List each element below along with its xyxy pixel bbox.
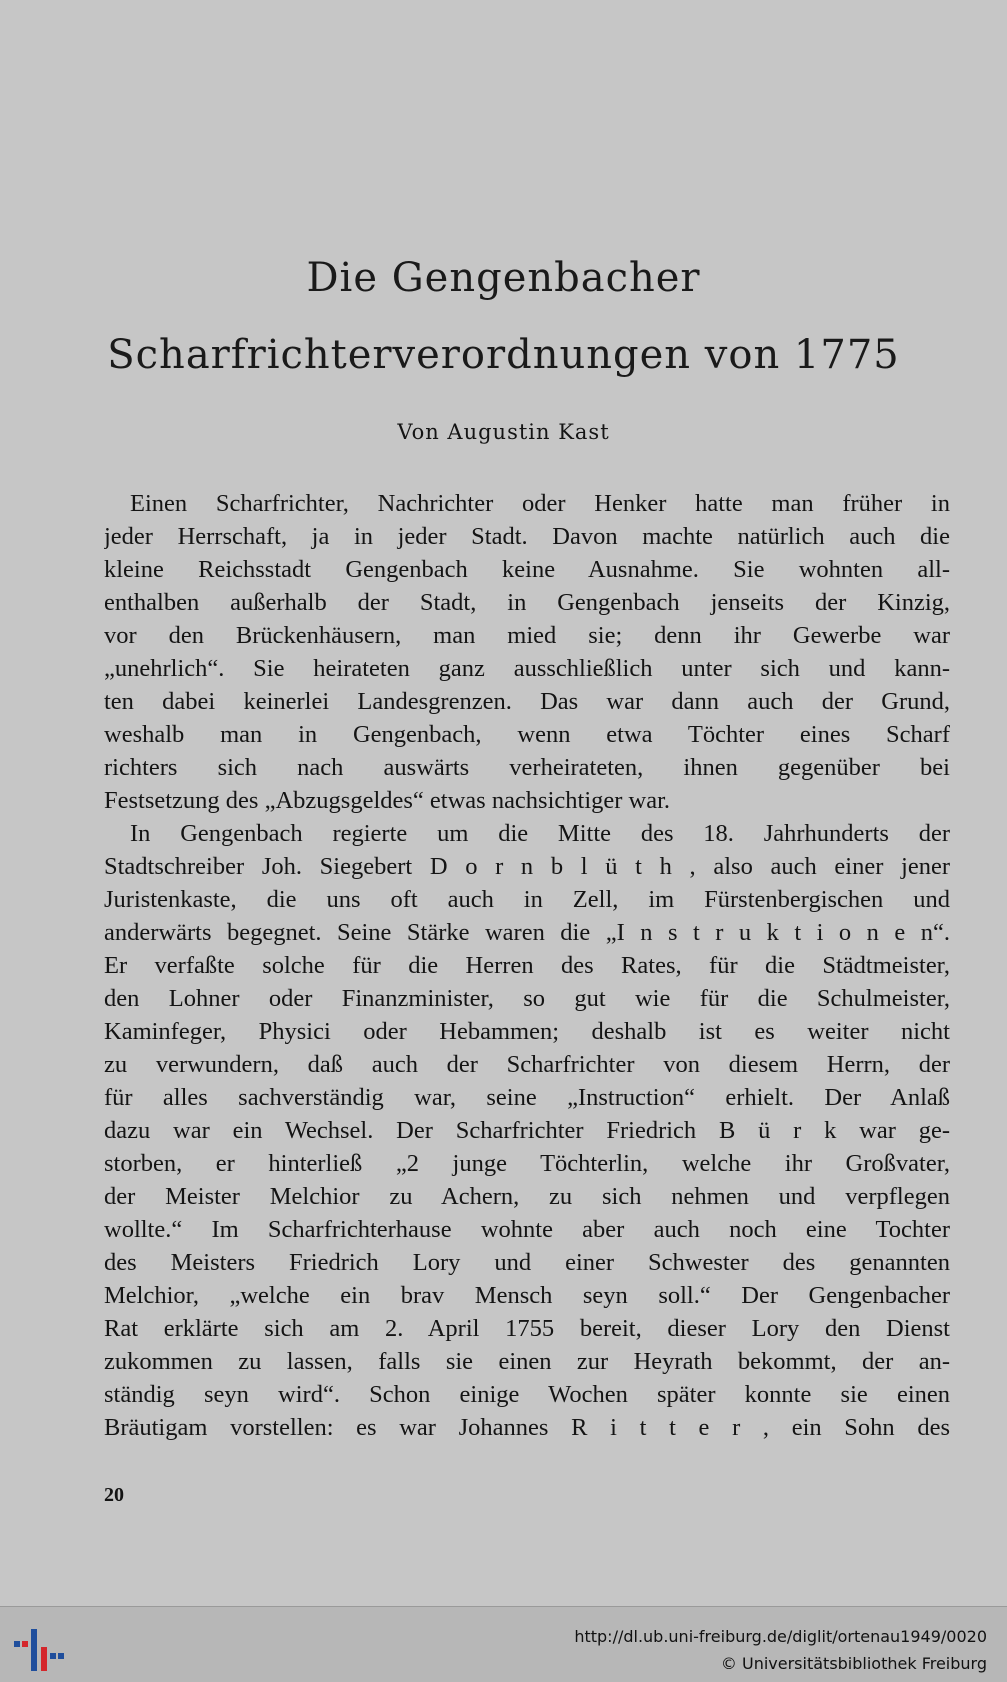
text-line: anderwärts begegnet. Seine Stärke waren die „I n s t r u k t i o n e n“. bbox=[104, 919, 950, 946]
source-url-link[interactable]: http://dl.ub.uni-freiburg.de/diglit/ortenau1949/0020 bbox=[574, 1627, 987, 1646]
text-line: für alles sachverständig war, seine „Instruction“ erhielt. Der Anlaß bbox=[104, 1084, 950, 1111]
text-line: Bräutigam vorstellen: es war Johannes R i t t e r , ein Sohn des bbox=[104, 1414, 950, 1441]
text-line: ständig seyn wird“. Schon einige Wochen später konnte sie einen bbox=[104, 1381, 950, 1408]
page-number: 20 bbox=[104, 1484, 124, 1506]
text-line: jeder Herrschaft, ja in jeder Stadt. Davon machte natürlich auch die bbox=[104, 523, 950, 550]
article-body bbox=[104, 487, 950, 1444]
text-line: Rat erklärte sich am 2. April 1755 bereit, dieser Lory den Dienst bbox=[104, 1315, 950, 1342]
text-line: Er verfaßte solche für die Herren des Rates, für die Städtmeister, bbox=[104, 952, 950, 979]
text-line: weshalb man in Gengenbach, wenn etwa Töchter eines Scharf bbox=[104, 721, 950, 748]
text-line: In Gengenbach regierte um die Mitte des 18. Jahrhunderts der bbox=[130, 820, 950, 847]
text-line: Juristenkaste, die uns oft auch in Zell, im Fürstenbergischen und bbox=[104, 886, 950, 913]
text-line: vor den Brückenhäusern, man mied sie; denn ihr Gewerbe war bbox=[104, 622, 950, 649]
text-line: den Lohner oder Finanzminister, so gut wie für die Schulmeister, bbox=[104, 985, 950, 1012]
text-line: dazu war ein Wechsel. Der Scharfrichter Friedrich B ü r k war ge- bbox=[104, 1117, 950, 1144]
text-line: der Meister Melchior zu Achern, zu sich nehmen und verpflegen bbox=[104, 1183, 950, 1210]
text-line: zu verwundern, daß auch der Scharfrichter von diesem Herrn, der bbox=[104, 1051, 950, 1078]
text-line: enthalben außerhalb der Stadt, in Gengenbach jenseits der Kinzig, bbox=[104, 589, 950, 616]
text-line: wollte.“ Im Scharfrichterhause wohnte aber auch noch eine Tochter bbox=[104, 1216, 950, 1243]
footer-bar bbox=[0, 1606, 1007, 1682]
text-line: storben, er hinterließ „2 junge Töchterlin, welche ihr Großvater, bbox=[104, 1150, 950, 1177]
text-line: zukommen zu lassen, falls sie einen zur Heyrath bekommt, der an- bbox=[104, 1348, 950, 1375]
text-line: Stadtschreiber Joh. Siegebert D o r n b l ü t h , also auch einer jener bbox=[104, 853, 950, 880]
text-line: richters sich nach auswärts verheirateten, ihnen gegenüber bei bbox=[104, 754, 950, 781]
title-line-2: Scharfrichterverordnungen von 1775 bbox=[107, 332, 900, 378]
text-line: Kaminfeger, Physici oder Hebammen; deshalb ist es weiter nicht bbox=[104, 1018, 950, 1045]
title-line-1: Die Gengenbacher bbox=[306, 255, 701, 301]
text-line: Festsetzung des „Abzugsgeldes“ etwas nachsichtiger war. bbox=[104, 787, 671, 814]
copyright-notice: © Universitätsbibliothek Freiburg bbox=[720, 1654, 987, 1673]
text-line: „unehrlich“. Sie heirateten ganz ausschließlich unter sich und kann- bbox=[104, 655, 950, 682]
text-line: des Meisters Friedrich Lory und einer Schwester des genannten bbox=[104, 1249, 950, 1276]
text-line: kleine Reichsstadt Gengenbach keine Ausnahme. Sie wohnten all- bbox=[104, 556, 950, 583]
ub-freiburg-logo-icon bbox=[8, 1625, 68, 1675]
text-line: ten dabei keinerlei Landesgrenzen. Das war dann auch der Grund, bbox=[104, 688, 950, 715]
text-line: Einen Scharfrichter, Nachrichter oder Henker hatte man früher in bbox=[130, 490, 950, 517]
text-line: Melchior, „welche ein brav Mensch seyn soll.“ Der Gengenbacher bbox=[104, 1282, 950, 1309]
author-byline: Von Augustin Kast bbox=[397, 420, 610, 444]
